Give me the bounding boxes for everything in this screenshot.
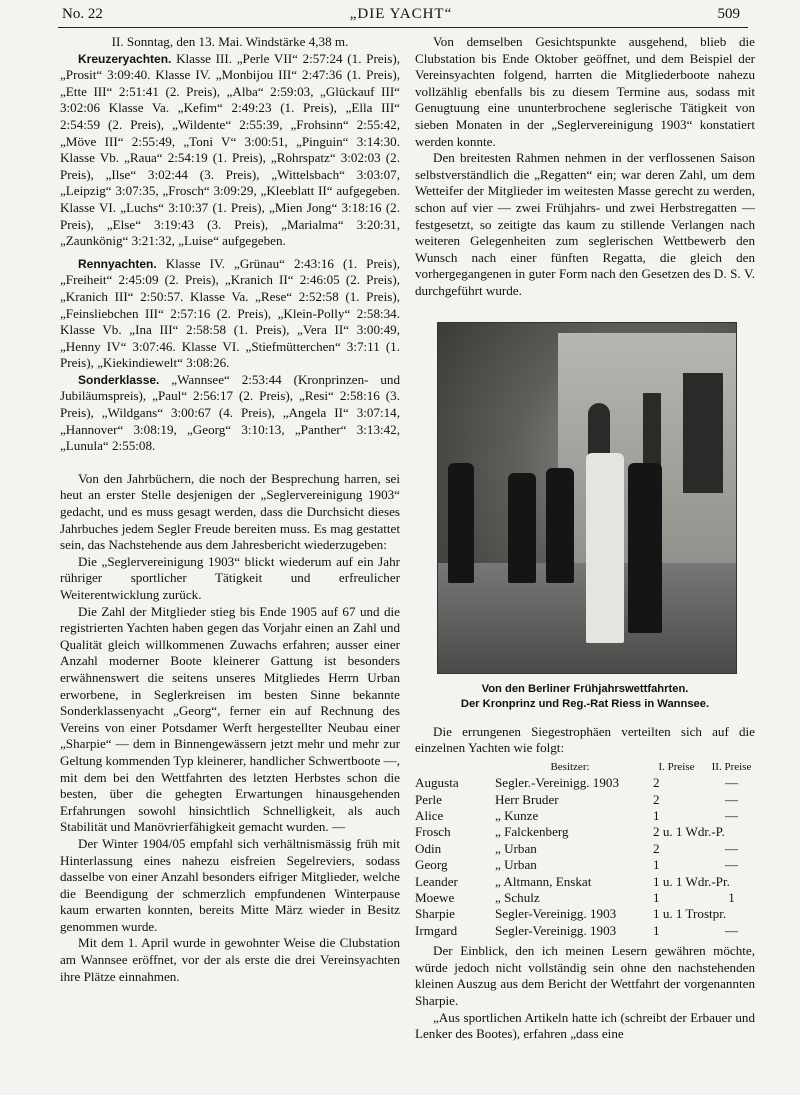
paragraph-artikeln: „Aus sportlichen Artikeln hatte ich (schreibt der Erbauer und Lenker des Bootes), erfahren „dass eine — [415, 1009, 755, 1042]
table-row — [415, 857, 755, 873]
person-figure — [448, 463, 474, 583]
paragraph-einblick: Der Einblick, den ich meinen Lesern gewähren möchte, würde jedoch nicht vollständig sein ohne den nachstehenden kleinen Auszug aus dem Bericht der Wettfahrt der vorgenannten Sharpie. — [415, 943, 755, 1008]
first-prizes: 2 — [653, 775, 660, 791]
header-owner: Besitzer: — [550, 760, 590, 773]
first-prizes: 2 — [653, 791, 660, 807]
second-prizes: — — [724, 840, 739, 856]
renn-text: Klasse IV. „Grünau“ 2:43:16 (1. Preis), „Freiheit“ 2:45:09 (2. Preis), „Kranich II“ 2:46:05 (2. Preis), „Kranich III“ 2:50:57. Klasse Va. „Rese“ 2:52:58 (1. Preis), „Feinsliebchen III“ 2:57:16 (2. Preis), „Klein-Polly“ 2:58:34. Klasse Vb. „Ina III“ 2:58:58 (1. Preis), „Vera II“ 3:00:49, „Henny IV“ 3:07:46. Klasse VI. „Stiefmütterchen“ 3:7:11 (1. Preis), „Kiekindiewelt“ 3:08:26. — [60, 255, 400, 371]
kronprinz-figure — [586, 453, 624, 643]
sonder-results — [60, 372, 400, 455]
sonder-label: Sonderklasse. — [78, 372, 160, 387]
header-first-prizes: I. Preise — [658, 760, 695, 773]
caption-line-1: Von den Berliner Frühjahrswettfahrten. — [481, 682, 689, 695]
table-header-row — [415, 759, 755, 775]
left-column — [60, 34, 400, 985]
table-row — [415, 808, 755, 824]
first-prizes: 2 u. 1 Wdr.-P. — [653, 824, 725, 840]
renn-results — [60, 256, 400, 372]
yacht-name: Perle — [415, 791, 442, 807]
table-row — [415, 841, 755, 857]
page-number: 509 — [717, 6, 740, 22]
yacht-name: Alice — [415, 807, 444, 823]
yacht-owner: „ Urban — [495, 840, 537, 856]
paragraph-jahrbuecher: Von den Jahrbüchern, die noch der Besprechung harren, sei heut an erster Stelle desjenigen der „Seglervereinigung 1903“ gedacht, und es muss gesagt werden, dass die Durchsicht dieses Jahrbuches jedem Segler Freude bereiten muss. Es mag gestattet sein, das Nachstehende aus dem Jahresbericht wiederzugeben: — [60, 470, 400, 553]
yacht-owner: „ Falckenberg — [495, 824, 569, 840]
right-column — [415, 34, 755, 1043]
yacht-name: Georg — [415, 857, 448, 873]
kreuzer-text: Klasse III. „Perle VII“ 2:57:24 (1. Preis), „Prosit“ 3:09:40. Klasse IV. „Monbijou III“ 2:47:36 (1. Preis), „Ette III“ 2:51:41 (2. Preis), „Alba“ 2:59:03, „Glückauf III“ 3:02:06 Klasse Va. „Kefim“ 2:49:23 (1. Preis), „Ella III“ 2:54:59 (2. Preis), „Wildente“ 2:55:39, „Frohsinn“ 2:55:42, „Möve III“ 2:55:49, „Toni V“ 3:00:51, „Pinguin“ 3:14:30. Klasse Vb. „Raua“ 2:54:19 (1. Preis), „Rohrspatz“ 3:02:03 (2. Preis), „Ilse“ 3:02:44 (3. Preis), „Wittelsbach“ 3:03:07, „Leipzig“ 3:07:35, „Frosch“ 3:09:29, „Kleeblatt II“ aufgegeben. Klasse VI. „Luchs“ 3:10:37 (1. Preis), „Mien Jong“ 3:18:16 (2. Preis), „Else“ 3:19:43 (3. Preis), „Marialma“ 3:20:31, „Zaunkönig“ 3:21:32, „Luise“ aufgegeben. — [60, 50, 400, 249]
second-prizes: 1 — [728, 889, 735, 905]
sonder-text: „Wannsee“ 2:53:44 (Kronprinzen- und Jubiläumspreis), „Paul“ 2:56:17 (2. Preis), „Resi“ 2:58:16 (3. Preis), „Wildgans“ 3:00:67 (4. Preis), „Angela II“ 3:07:14, „Hannover“ 3:08:19, „Georg“ 3:10:13, „Panther“ 3:13:42, „Lunula“ 2:55:08. — [60, 371, 401, 454]
photo-caption — [415, 682, 755, 712]
yacht-name: Sharpie — [415, 906, 455, 922]
yacht-name: Moewe — [415, 889, 455, 905]
paragraph-rueckblick: Die „Seglervereinigung 1903“ blickt wiederum auf ein Jahr rühriger sportlicher Tätigkeit und erfreulicher Weiterentwicklung zurück. — [60, 553, 400, 602]
window — [683, 373, 723, 493]
table-row — [415, 890, 755, 906]
first-prizes: 1 — [653, 807, 660, 823]
first-prizes: 2 — [653, 840, 660, 856]
paragraph-april: Mit dem 1. April wurde in gewohnter Weise die Clubstation am Wannsee eröffnet, vor der als erste die drei Vereinsyachten ihre Plätze einnahmen. — [60, 935, 400, 984]
caption-line-2: Der Kronprinz und Reg.-Rat Riess in Wannsee. — [460, 697, 710, 710]
journal-title: „DIE YACHT“ — [349, 6, 453, 22]
table-row — [415, 874, 755, 890]
yacht-name: Augusta — [415, 775, 459, 791]
paragraph-winter: Der Winter 1904/05 empfahl sich verhältnismässig früh mit Hinterlassung eines nahezu eisfreien Segelreviers, sodass dasselbe von einer Anzahl besonders eifriger Mitglieder, welche die Beendigung der schmerzlich empfundenen Winterpause kaum erwarten konnten, bereits Mitte März wieder in Besitz genommen wurde. — [60, 835, 400, 934]
prize-table — [415, 759, 755, 939]
issue-number: No. 22 — [62, 6, 103, 22]
second-prizes: — — [724, 857, 739, 873]
paragraph-trophaeen: Die errungenen Siegestrophäen verteilten sich auf die einzelnen Yachten wie folgt: — [415, 723, 755, 756]
yacht-owner: „ Schulz — [495, 889, 540, 905]
yacht-name: Frosch — [415, 824, 451, 840]
first-prizes: 1 — [653, 922, 660, 938]
yacht-owner: Segler.-Vereinigg. 1903 — [495, 775, 619, 791]
renn-label: Rennyachten. — [78, 256, 157, 271]
header-rule — [58, 27, 748, 28]
kreuzer-label: Kreuzeryachten. — [78, 51, 172, 66]
kreuzer-results — [60, 51, 400, 250]
second-prizes: — — [724, 807, 739, 823]
first-prizes: 1 u. 1 Wdr.-Pr. — [653, 873, 730, 889]
second-prizes: — — [724, 775, 739, 791]
yacht-owner: „ Kunze — [495, 807, 539, 823]
yacht-owner: Herr Bruder — [495, 791, 559, 807]
table-row — [415, 906, 755, 922]
paragraph-mitglieder: Die Zahl der Mitglieder stieg bis Ende 1905 auf 67 und die registrierten Yachten haben gegen das Vorjahr einen an Zahl und Qualität gleich willkommenen Zuwachs erfahren; ausser einer Anzahl moderner Boote kleinerer Gattung ist besonders erwähnenswert die seitens unseres Mitgliedes Herrn Urban erworbene, in Seglerkreisen im besten Sinne bekannte Sonderklassenyacht „Georg“, ferner ein auf Rechnung des Vereins von einer Potsdamer Werft hergestellter Neubau einer „Sharpie“ — dem in Binnengewässern jetzt mehr und mehr zur Geltung kommenden Typ kleinerer, handlicher Schwertboote —, mit dem bei den Wettfahrten des letzten Herbstes schon die besten, über die gehegten Erwartungen hinausgehenden Erfahrungen sowohl hinsichtlich Schnelligkeit, als auch Stabilität und Manövrierfähigkeit gemacht wurden. — — [60, 603, 400, 835]
page-header — [62, 6, 740, 28]
race-date-line: II. Sonntag, den 13. Mai. Windstärke 4,38 m. — [111, 34, 349, 49]
person-figure — [546, 468, 574, 583]
yacht-owner: „ Urban — [495, 857, 537, 873]
paragraph-regatten: Den breitesten Rahmen nehmen in der verflossenen Saison selbstverständlich die „Regatten“ ein; war deren Zahl, um dem Wetteifer der Mitglieder im weitesten Masse gerecht zu werden, schon auf vier — zwei Frühjahrs- und zwei Herbstregatten — festgesetzt, so zeitigte das kaum zu stillende Verlangen nach weiteren Gelegenheiten zum seglerischen Wettbewerb den Wunsch nach einer fünften Regatta, die gleich den vorhergegangenen in guter Form nach den Gesetzen des D. S. V. durchgeführt wurde. — [415, 150, 755, 298]
yacht-name: Leander — [415, 873, 458, 889]
paragraph-clubstation: Von demselben Gesichtspunkte ausgehend, blieb die Clubstation bis Ende Oktober geöffnet, und dem Beispiel der Vereinsyachten folgend, harrten die Mitgliederboote nahezu vollzählig ebenfalls bis zu diesem Termine aus, sodass mit Genugtuung eine ununterbrochene seglerische Tätigkeit von sieben Monaten in der „Seglervereinigung 1903“ konstatiert werden konnte. — [415, 34, 755, 149]
first-prizes: 1 — [653, 857, 660, 873]
yacht-owner: „ Altmann, Enskat — [495, 873, 592, 889]
table-row — [415, 824, 755, 840]
yacht-owner: Segler-Vereinigg. 1903 — [495, 922, 617, 938]
header-second-prizes: II. Preise — [711, 760, 752, 773]
yacht-name: Irmgard — [415, 922, 458, 938]
table-row — [415, 792, 755, 808]
first-prizes: 1 — [653, 889, 660, 905]
person-figure — [628, 463, 662, 633]
second-prizes: — — [724, 791, 739, 807]
yacht-owner: Segler-Vereinigg. 1903 — [495, 906, 617, 922]
yacht-name: Odin — [415, 840, 442, 856]
regatta-photo — [437, 322, 737, 674]
table-row — [415, 775, 755, 791]
first-prizes: 1 u. 1 Trostpr. — [653, 906, 727, 922]
second-prizes: — — [724, 922, 739, 938]
table-row — [415, 923, 755, 939]
person-figure — [508, 473, 536, 583]
